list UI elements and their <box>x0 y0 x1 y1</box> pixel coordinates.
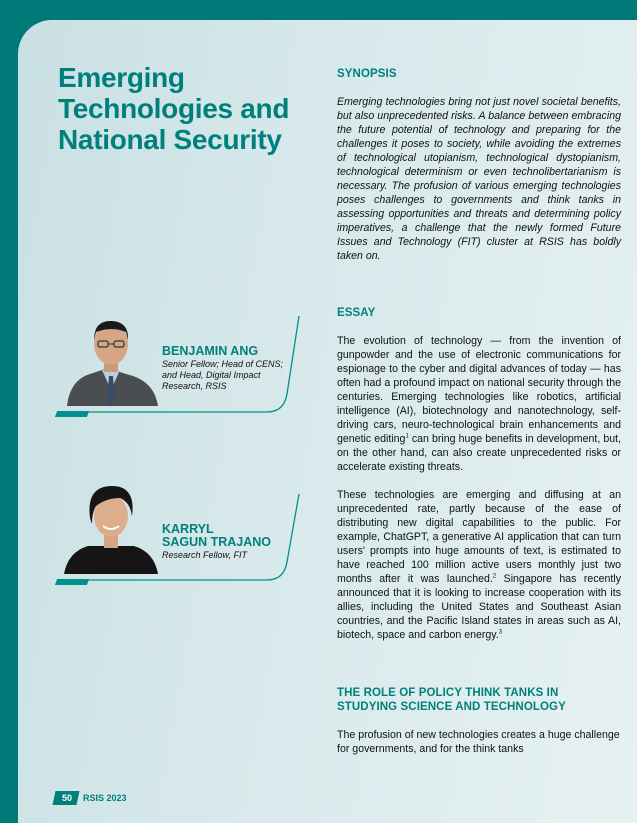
synopsis-heading: SYNOPSIS <box>337 68 397 80</box>
author-name: BENJAMIN ANG <box>162 344 259 358</box>
title-line-2: Technologies and <box>58 93 290 124</box>
page-number: 50 <box>62 793 73 803</box>
text-run: These technologies are emerging and diffusing at an unprecedented rate, partly because of the ease of distributing new digital capabilities to the public. For example, ChatGPT, a generative AI application that can turn users' prompts into huge amounts of text, is estimated to have reached 100 million active users monthly just two months after it was launched. <box>337 489 621 585</box>
footnote-ref[interactable]: 2 <box>492 573 497 580</box>
avatar-benjamin-ang <box>62 314 160 406</box>
page-number-badge <box>53 791 80 805</box>
author-card-karryl-sagun-trajano <box>62 478 302 578</box>
essay-paragraph-2 <box>337 488 621 642</box>
accent-tab <box>55 411 89 417</box>
page-title <box>58 62 318 155</box>
section-text: The profusion of new technologies creates a huge challenge for governments, and for the think tanks <box>337 729 620 755</box>
author-name-line-1: KARRYL <box>162 522 214 536</box>
accent-tab <box>55 579 89 585</box>
author-role: Senior Fellow; Head of CENS; and Head, Digital Impact Research, RSIS <box>162 359 284 391</box>
avatar-karryl-sagun-trajano <box>62 482 160 574</box>
author-card-benjamin-ang <box>62 314 302 414</box>
text-run: can bring huge benefits in development, but, on the other hand, can also create unprecedented risks or accelerate existing threats. <box>337 433 621 473</box>
footnote-ref[interactable]: 3 <box>498 629 503 636</box>
synopsis-section <box>337 67 621 263</box>
author-name-line-2: SAGUN TRAJANO <box>162 535 272 549</box>
author-name <box>162 523 271 549</box>
title-line-3: National Security <box>58 124 282 155</box>
footer-label: RSIS 2023 <box>83 793 127 803</box>
synopsis-text: Emerging technologies bring not just novel societal benefits, but also unprecedented risks. A balance between embracing the future potential of technology and preparing for the challenges it poses to society, while avoiding the extremes of technological utopianism, technological dystopianism, technological determinism or even technolibertarianism is necessary. The profusion of various emerging technologies poses challenges to governments and think tanks in assessing opportunities and threats and determining policy imperatives, a challenge that the newly formed Future Issues and Technology (FIT) cluster at RSIS has boldly taken on. <box>337 96 621 262</box>
essay-paragraph-1 <box>337 334 621 474</box>
section-heading: THE ROLE OF POLICY THINK TANKS IN STUDYING SCIENCE AND TECHNOLOGY <box>337 687 566 713</box>
policy-think-tanks-section <box>337 686 621 756</box>
essay-heading: ESSAY <box>337 307 376 319</box>
essay-section <box>337 306 621 642</box>
title-line-1: Emerging <box>58 62 185 93</box>
text-run: Singapore has recently announced that it is looking to increase cooperation with its allies, including the United States and Southeast Asian countries, and the Pacific Island states in areas such as AI, biotech, space and carbon energy. <box>337 573 621 641</box>
page-footer <box>54 791 127 805</box>
footnote-ref[interactable]: 1 <box>405 433 409 440</box>
author-role: Research Fellow, FIT <box>162 550 248 560</box>
text-run: The evolution of technology — from the invention of gunpowder and the use of electronic communications for espionage to the cyber and digital advances of today — has often had a profound impact on national security through the centuries. Emerging technologies like robotics, artificial intelligence (AI), biotechnology and nanotechnology, self-driving cars, neuro-technological brain enhancements and genetic editing <box>337 335 621 445</box>
